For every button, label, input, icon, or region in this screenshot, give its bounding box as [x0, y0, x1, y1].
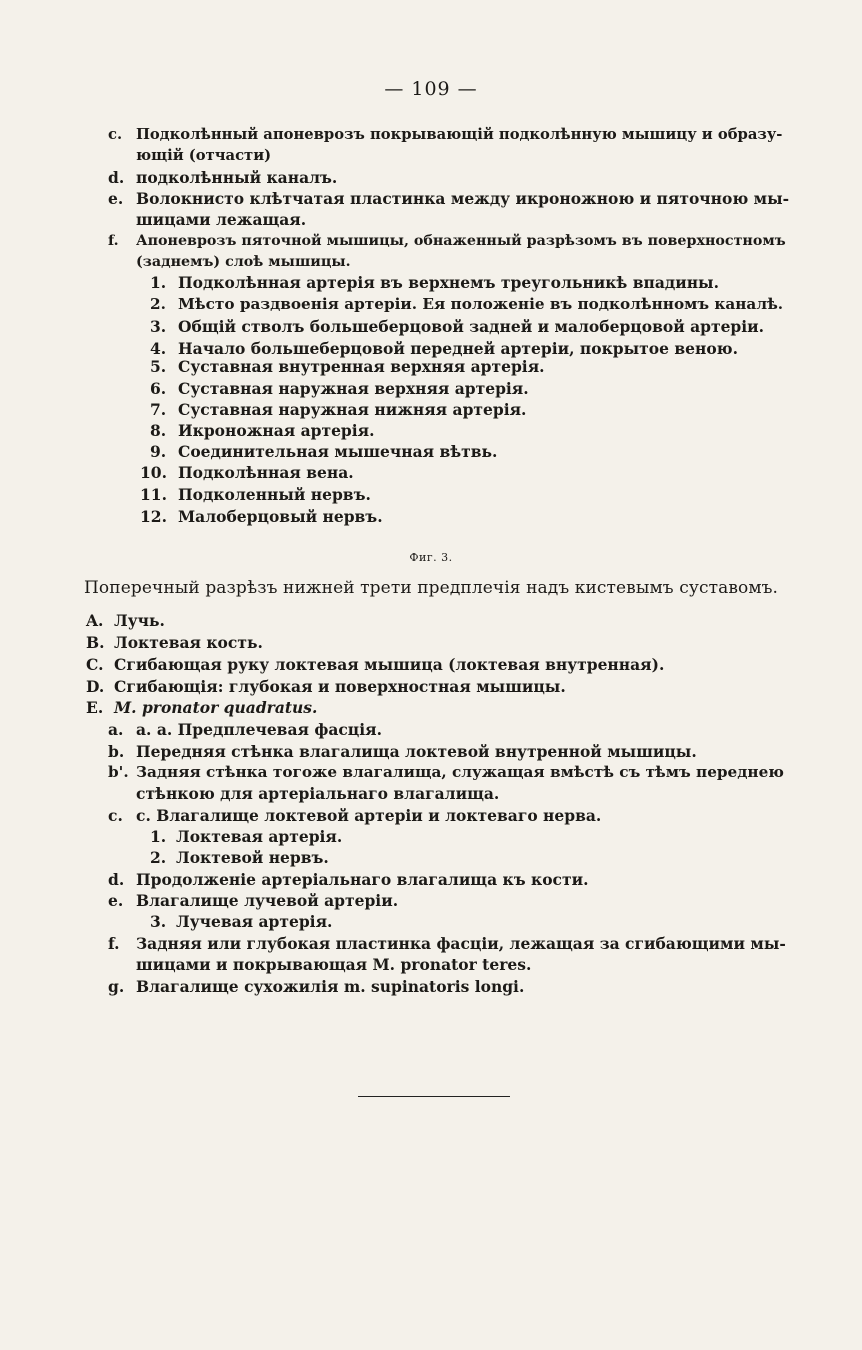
- item-text: Мѣсто раздвоенія артеріи. Ея положеніе въ подколѣнномъ каналѣ.: [178, 295, 784, 313]
- item-text: Начало большеберцовой передней артеріи, покрытое веною.: [178, 339, 738, 358]
- entry-text: Лучь.: [114, 611, 165, 630]
- item-number: 9.: [150, 442, 167, 461]
- entry-text: Локтевая кость.: [114, 633, 263, 652]
- entry-label: g.: [108, 977, 125, 996]
- entry-label: B.: [86, 633, 105, 652]
- entry-text: Апоневрозъ пяточной мышицы, обнаженный разрѣзомъ въ поверхностномъ: [136, 233, 786, 249]
- item-number: 6.: [150, 379, 167, 398]
- entry-text: Локтевой нервъ.: [176, 848, 329, 867]
- entry-text: Задняя стѣнка тогоже влагалища, служащая вмѣстѣ съ тѣмъ переднею: [136, 763, 784, 781]
- item-number: 1.: [150, 273, 167, 292]
- entry-label: C.: [86, 655, 104, 674]
- entry-label: b'.: [108, 763, 129, 781]
- item-number: 8.: [150, 421, 167, 440]
- entry-text: шицами и покрывающая M. pronator teres.: [136, 955, 532, 974]
- item-text: Суставная наружная верхняя артерія.: [178, 379, 529, 398]
- item-text: Икроножная артерія.: [178, 421, 375, 440]
- item-number: 2.: [150, 295, 166, 313]
- entry-label: D.: [86, 677, 105, 696]
- entry-text: Передняя стѣнка влагалища локтевой внутренной мышицы.: [136, 742, 697, 761]
- item-number: 10.: [140, 463, 167, 482]
- figure-label: Фиг. 3.: [409, 551, 453, 564]
- entry-text: подколѣнный каналъ.: [136, 168, 338, 187]
- entry-text: Влагалище сухожилія m. supinatoris longi.: [136, 977, 525, 996]
- entry-text-cont: ющій (отчасти): [136, 147, 272, 164]
- entry-text: Волокнисто клѣтчатая пластинка между икроножною и пяточною мы-: [136, 189, 790, 208]
- entry-text: Сгибающія: глубокая и поверхностная мышицы.: [114, 677, 566, 696]
- entry-label: 1.: [150, 827, 167, 846]
- entry-text: Локтевая артерія.: [176, 827, 343, 846]
- item-number: 3.: [150, 317, 167, 336]
- closing-rule: [358, 1096, 510, 1097]
- entry-label: 2.: [150, 848, 167, 867]
- item-text: Подколѣнная вена.: [178, 463, 354, 482]
- entry-label: 3.: [150, 912, 167, 931]
- entry-label: A.: [86, 611, 104, 630]
- entry-text: стѣнкою для артеріальнаго влагалища.: [136, 784, 500, 803]
- item-text: Малоберцовый нервъ.: [178, 507, 383, 526]
- entry-label: f.: [108, 934, 120, 953]
- item-number: 12.: [140, 507, 167, 526]
- entry-text-cont: шицами лежащая.: [136, 210, 307, 229]
- item-text: Суставная наружная нижняя артерія.: [178, 400, 527, 419]
- item-text: Суставная внутренная верхняя артерія.: [178, 357, 545, 376]
- item-number: 5.: [150, 357, 167, 376]
- entry-text: Лучевая артерія.: [176, 912, 333, 931]
- entry-text: Продолженіе артеріальнаго влагалища къ кости.: [136, 870, 589, 889]
- item-text: Общій стволъ большеберцовой задней и малоберцовой артеріи.: [178, 317, 765, 336]
- entry-text: c. Влагалище локтевой артеріи и локтеваго нерва.: [136, 806, 602, 825]
- entry-text: M. pronator quadratus.: [114, 698, 318, 717]
- item-number: 7.: [150, 400, 167, 419]
- item-text: Подколѣнная артерія въ верхнемъ треугольникѣ впадины.: [178, 273, 719, 292]
- entry-label: d.: [108, 168, 125, 187]
- entry-label: c.: [108, 806, 123, 825]
- item-number: 11.: [140, 485, 167, 504]
- entry-label: a.: [108, 720, 124, 739]
- entry-text: Влагалище лучевой артеріи.: [136, 891, 399, 910]
- item-number: 4.: [150, 339, 167, 358]
- item-text: Соединительная мышечная вѣтвь.: [178, 442, 498, 461]
- entry-label: c.: [108, 126, 123, 143]
- entry-text: Сгибающая руку локтевая мышица (локтевая внутренная).: [114, 655, 665, 674]
- figure-heading: Поперечный разрѣзъ нижней трети предплечія надъ кистевымъ суставомъ.: [84, 578, 779, 598]
- page-number: — 109 —: [384, 78, 478, 100]
- entry-label: e.: [108, 891, 124, 910]
- entry-text: a. a. Предплечевая фасція.: [136, 720, 382, 739]
- entry-label: b.: [108, 742, 125, 761]
- entry-label: e.: [108, 189, 124, 208]
- entry-label: E.: [86, 698, 104, 717]
- entry-text-cont: (заднемъ) слоѣ мышицы.: [136, 254, 351, 270]
- entry-label: f.: [108, 233, 119, 249]
- item-text: Подколенный нервъ.: [178, 485, 371, 504]
- entry-text: Подколѣнный апоневрозъ покрывающій подколѣнную мышицу и образу-: [136, 126, 783, 143]
- entry-label: d.: [108, 870, 125, 889]
- entry-text: Задняя или глубокая пластинка фасціи, лежащая за сгибающими мы-: [136, 934, 786, 953]
